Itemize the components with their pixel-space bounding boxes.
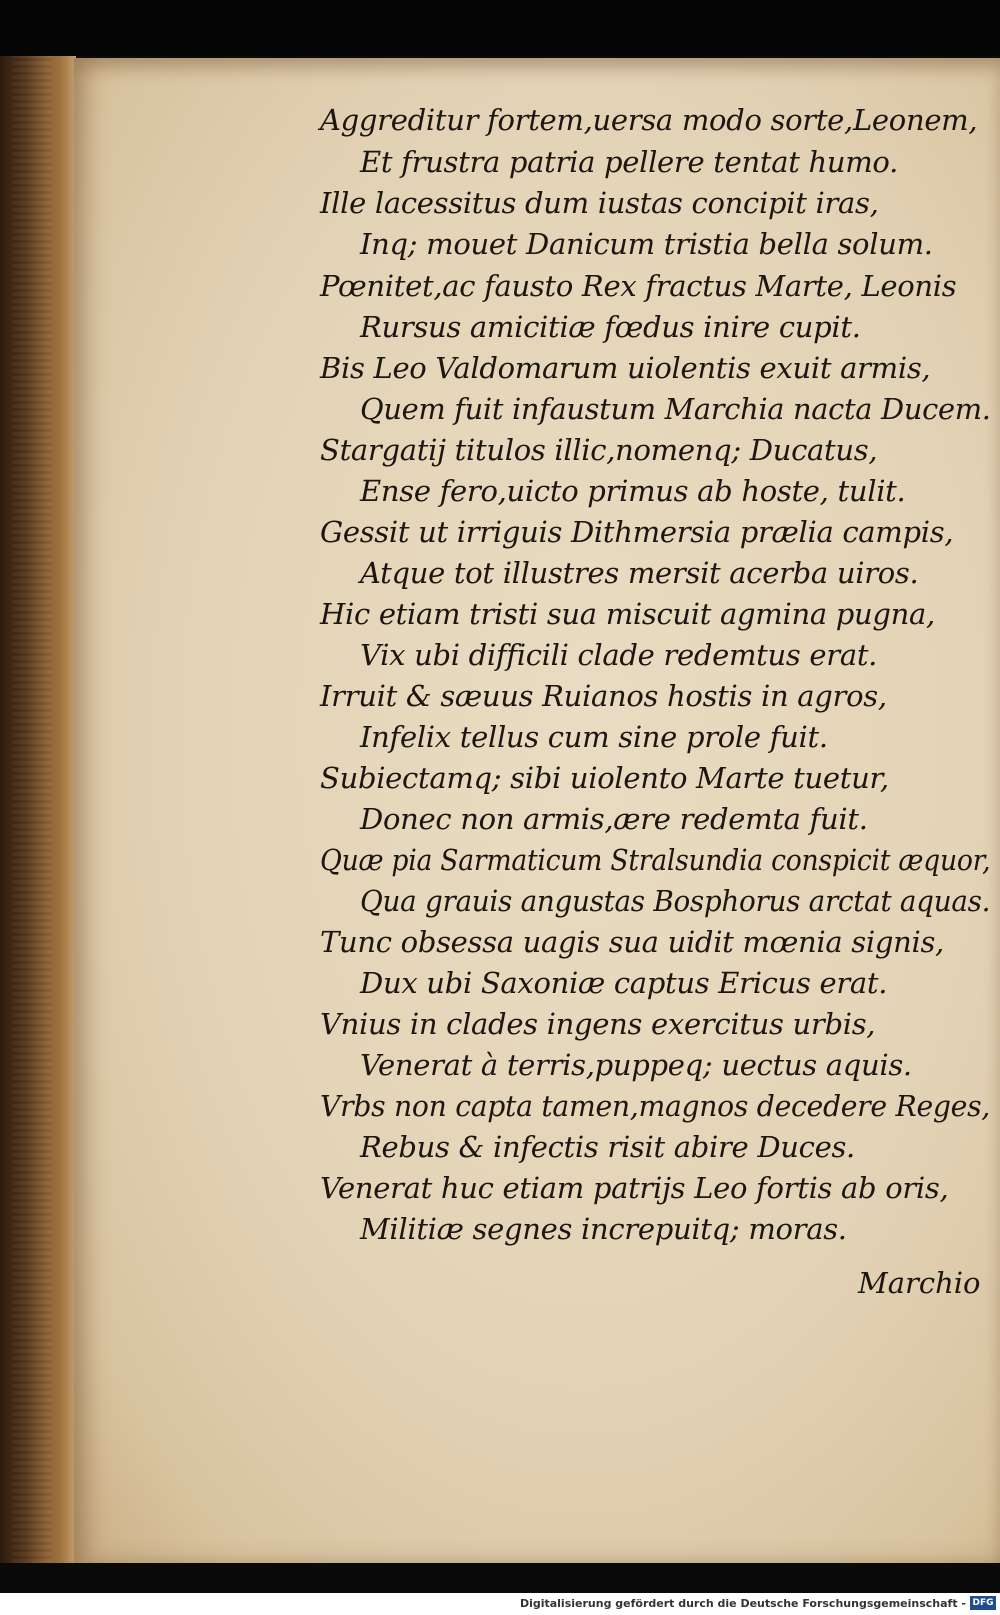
verse-line: Vnius in clades ingens exercitus urbis, — [320, 1007, 876, 1041]
verse-line: Rebus & infectis risit abire Duces. — [360, 1130, 855, 1164]
verse-line: Qua grauis angustas Bosphorus arctat aquas. — [360, 884, 991, 918]
dfg-logo: DFG — [970, 1596, 996, 1610]
verse-line: Et frustra patria pellere tentat humo. — [360, 145, 898, 179]
verse-line: Pœnitet,ac fausto Rex fractus Marte, Leonis — [320, 269, 957, 303]
verse-line: Atque tot illustres mersit acerba uiros. — [360, 556, 919, 590]
top-dark-edge — [0, 0, 1000, 56]
verse-line: Quæ pia Sarmaticum Stralsundia conspicit æquor, — [320, 843, 991, 877]
verse-line: Aggreditur fortem,uersa modo sorte,Leonem, — [320, 103, 978, 137]
verse-line: Quem fuit infaustum Marchia nacta Ducem. — [360, 392, 991, 426]
verse-line: Ense fero,uicto primus ab hoste, tulit. — [360, 474, 906, 508]
verse-line: Infelix tellus cum sine prole fuit. — [360, 720, 828, 754]
verse-line: Tunc obsessa uagis sua uidit mœnia signis, — [320, 925, 944, 959]
bottom-dark-edge — [0, 1563, 1000, 1593]
verse-line: Irruit & sæuus Ruianos hostis in agros, — [320, 679, 887, 713]
catchword: Marchio — [858, 1266, 981, 1300]
verse-line: Gessit ut irriguis Dithmersia prælia campis, — [320, 515, 954, 549]
verse-line: Inq; mouet Danicum tristia bella solum. — [360, 227, 933, 261]
verse-line: Stargatij titulos illic,nomenq; Ducatus, — [320, 433, 878, 467]
verse-line: Militiæ segnes increpuitq; moras. — [360, 1212, 847, 1246]
verse-line: Vix ubi difficili clade redemtus erat. — [360, 638, 878, 672]
verse-line: Ille lacessitus dum iustas concipit iras, — [320, 186, 879, 220]
verse-line: Donec non armis,ære redemta fuit. — [360, 802, 868, 836]
verse-line: Vrbs non capta tamen,magnos decedere Reges, — [320, 1089, 990, 1123]
verse-line: Venerat huc etiam patrijs Leo fortis ab oris, — [320, 1171, 949, 1205]
verse-line: Dux ubi Saxoniæ captus Ericus erat. — [360, 966, 888, 1000]
verse-line: Bis Leo Valdomarum uiolentis exuit armis, — [320, 351, 931, 385]
verse-line: Rursus amicitiæ fœdus inire cupit. — [360, 310, 861, 344]
verse-line: Venerat à terris,puppeq; uectus aquis. — [360, 1048, 912, 1082]
verse-line: Subiectamq; sibi uiolento Marte tuetur, — [320, 761, 889, 795]
book-binding — [0, 56, 76, 1566]
footer-credit: Digitalisierung gefördert durch die Deutsche Forschungsgemeinschaft - — [519, 1597, 966, 1610]
verse-line: Hic etiam tristi sua miscuit agmina pugna, — [320, 597, 935, 631]
